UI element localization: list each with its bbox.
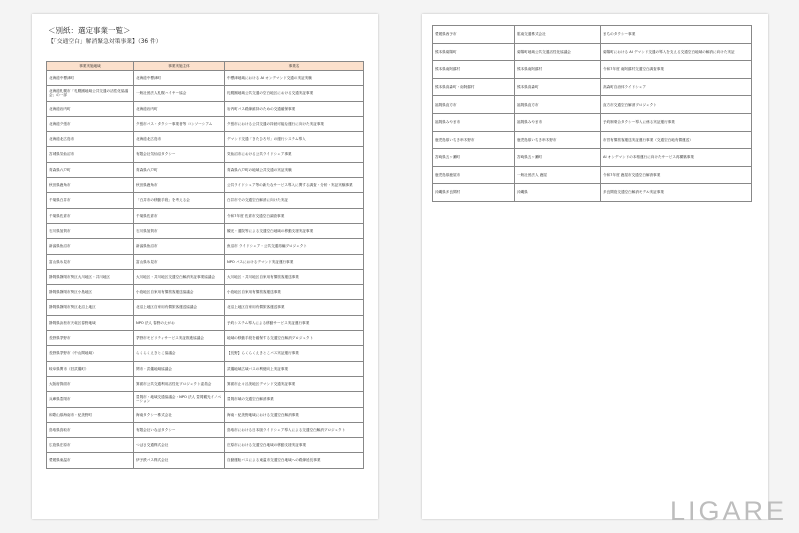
table-row: [47, 453, 364, 468]
cell-region: 宮城県気仙沼市: [47, 147, 134, 162]
cell-project-name: 予約制乗合タクシー導入に係る実証運行事業: [601, 113, 752, 131]
table-row: [47, 86, 364, 101]
cell-region: 北海道中標津町: [47, 71, 134, 86]
column-header-region: 事業実施地域: [47, 62, 134, 71]
cell-project-name: 札幌圏地域公共交通の空白地区における交通実証事業: [225, 86, 364, 101]
table-body-left: [47, 71, 364, 469]
cell-region: 熊本県菊陽町: [433, 43, 515, 61]
cell-implementer: つばさ交通株式会社: [134, 438, 225, 453]
cell-implementer: 茅野市モビリティサービス実証推進協議会: [134, 331, 225, 346]
cell-region: 和歌山県海南市・紀美野町: [47, 407, 134, 422]
document-page-left: [32, 14, 378, 519]
table-row: [47, 132, 364, 147]
cell-implementer: 北海道岩内町: [134, 101, 225, 116]
cell-implementer: 大川地区・井川地区交通空白解消実証事業協議会: [134, 269, 225, 284]
table-body-right: [433, 26, 752, 202]
cell-implementer: 熊本県高森町: [515, 78, 601, 96]
cell-region: 北海道北広島市: [47, 132, 134, 147]
cell-region: 兵庫県豊岡市: [47, 392, 134, 407]
cell-project-name: 直方市交通空白解消プロジェクト: [601, 96, 752, 114]
cell-implementer: 北沼上地区自家用有償旅客運送協議会: [134, 300, 225, 315]
cell-implementer: 一般社団法人札幌ハイヤー協会: [134, 86, 225, 101]
cell-implementer: 福岡県直方市: [515, 96, 601, 114]
cell-project-name: 令和7年度 佐倉市交通空白調査事業: [225, 208, 364, 223]
cell-region: 福岡県みやま市: [433, 113, 515, 131]
cell-implementer: 熊本県南阿蘇村: [515, 61, 601, 79]
cell-project-name: NPO バスにおけるデマンド実証運行事業: [225, 254, 364, 269]
cell-project-name: デマンド交通「きたひろ号」の運行システム導入: [225, 132, 364, 147]
cell-implementer: 秋田県鹿角市: [134, 178, 225, 193]
cell-region: 鳥取県鳥取市: [47, 422, 134, 437]
table-row: [433, 96, 752, 114]
list-subheading: 【「交通空白」解消緊急対策事業】（36 件）: [48, 39, 162, 45]
cell-project-name: 庄原市における交通空白地域の移動支援実証事業: [225, 438, 364, 453]
table-row: [47, 178, 364, 193]
cell-region: 鹿児島県いちき串木野市: [433, 131, 515, 149]
cell-region: 秋田県鹿角市: [47, 178, 134, 193]
cell-region: 宮崎県五ヶ瀬町: [433, 149, 515, 167]
table-row: [47, 116, 364, 131]
cell-project-name: 武儀地域広域バスの利便向上実証事業: [225, 361, 364, 376]
cell-project-name: 鳥取市における日本版ライドシェア導入による交通空白解消プロジェクト: [225, 422, 364, 437]
cell-project-name: 公共ライドシェア等の新たなサービス導入に関する調査・分析・実証実験事業: [225, 178, 364, 193]
table-row: [433, 166, 752, 184]
cell-implementer: 鹿児島県いちき串木野市: [515, 131, 601, 149]
cell-region: 熊本県高森町・南阿蘇村: [433, 78, 515, 96]
cell-project-name: 海南・紀美野地域における交通空白解消事業: [225, 407, 364, 422]
table-row: [47, 254, 364, 269]
cell-implementer: 小島地区自家用有償旅客運送協議会: [134, 285, 225, 300]
cell-region: 長野県茅野市（中山間地域）: [47, 346, 134, 361]
cell-implementer: 関市・武儀地域協議会: [134, 361, 225, 376]
cell-region: 熊本県南阿蘇村: [433, 61, 515, 79]
table-row: [47, 269, 364, 284]
cell-region: 静岡県静岡市葵区大川地区・井川地区: [47, 269, 134, 284]
cell-project-name: 地域の移動手段を確保する交通空白解消プロジェクト: [225, 331, 364, 346]
cell-implementer: 有限会社気仙沼タクシー: [134, 147, 225, 162]
table-row: [47, 376, 364, 391]
cell-region: 沖縄県多良間村: [433, 184, 515, 202]
cell-project-name: 自動運転バスによる東温市交通空白地域への路線延長事業: [225, 453, 364, 468]
cell-implementer: 一般社団法人 鹿屋: [515, 166, 601, 184]
cell-project-name: 多良間島交通空白解消モデル実証事業: [601, 184, 752, 202]
table-row: [433, 149, 752, 167]
cell-region: 鹿児島県鹿屋市: [433, 166, 515, 184]
table-row: [47, 147, 364, 162]
cell-implementer: 箕面市公共交通利用活性化プロジェクト委員会: [134, 376, 225, 391]
table-row: [47, 208, 364, 223]
cell-region: 愛媛県西予市: [433, 26, 515, 44]
cell-implementer: 北海道北広島市: [134, 132, 225, 147]
table-row: [47, 361, 364, 376]
document-page-right: [422, 14, 768, 519]
cell-project-name: 箕面市止々呂美地区デマンド交通実証事業: [225, 376, 364, 391]
watermark-logo: LIGARE: [669, 496, 787, 526]
column-header-project-name: 事業名: [225, 62, 364, 71]
cell-region: 千葉県白井市: [47, 193, 134, 208]
cell-project-name: 夕張市における公共交通の持続可能な運行に向けた実証事業: [225, 116, 364, 131]
cell-project-name: 予約システム導入による移動サービス実証運行事業: [225, 315, 364, 330]
cell-project-name: 令和7年度 南阿蘇村交通空白調査事業: [601, 61, 752, 79]
cell-region: 大阪府箕面市: [47, 376, 134, 391]
cell-project-name: 魚沼市 ライドシェア・公共交通再編プロジェクト: [225, 239, 364, 254]
cell-project-name: 北沼上地区自家用有償旅客運送事業: [225, 300, 364, 315]
cell-project-name: 大川地区・井川地区自家用有償旅客運送事業: [225, 269, 364, 284]
cell-implementer: 富山県氷見市: [134, 254, 225, 269]
cell-implementer: 新潟県魚沼市: [134, 239, 225, 254]
cell-project-name: 菊陽町における AI デマンド交通の導入を支える交通空白地域の解消に向けた実証: [601, 43, 752, 61]
cell-project-name: 青森県六戸町の地域公共交通の実証実験: [225, 162, 364, 177]
cell-project-name: まちのタクシー事業: [601, 26, 752, 44]
cell-region: 長野県茅野市: [47, 331, 134, 346]
table-row: [47, 438, 364, 453]
cell-implementer: 千葉県佐倉市: [134, 208, 225, 223]
table-row: [47, 101, 364, 116]
cell-implementer: 夕張市バス・タクシー事業者等 コンソーシアム: [134, 116, 225, 131]
cell-project-name: 観光・通院等による交通空白地域の移動支援実証事業: [225, 223, 364, 238]
cell-project-name: AI オンデマンドの本格運行に向けたサービス再構築事業: [601, 149, 752, 167]
cell-region: 富山県氷見市: [47, 254, 134, 269]
cell-implementer: 福岡県みやま市: [515, 113, 601, 131]
table-row: [433, 184, 752, 202]
cell-implementer: 「白井市の移動手段」を考える会: [134, 193, 225, 208]
cell-implementer: 豊岡市・地域交通協議会・NPO 法人 豊岡観光イノベーション: [134, 392, 225, 407]
table-row: [433, 61, 752, 79]
cell-project-name: 豊岡市域の交通空白解消事業: [225, 392, 364, 407]
cell-region: 福岡県直方市: [433, 96, 515, 114]
cell-project-name: 小島地区自家用有償旅客運送事業: [225, 285, 364, 300]
cell-project-name: 白井市での交通空白解消に向けた実証: [225, 193, 364, 208]
cell-region: 北海道札幌市「札幌圏地域公共交通の活性化協議会」の一部: [47, 86, 134, 101]
table-row: [47, 223, 364, 238]
cell-implementer: 青森県六戸町: [134, 162, 225, 177]
cell-region: 愛媛県東温市: [47, 453, 134, 468]
table-header-row: [47, 62, 364, 71]
table-row: [47, 300, 364, 315]
project-table-right: [432, 25, 752, 202]
table-row: [47, 422, 364, 437]
table-row: [47, 285, 364, 300]
project-table-left: [46, 61, 364, 469]
table-row: [47, 331, 364, 346]
cell-region: 岐阜県関市（旧武儀町）: [47, 361, 134, 376]
cell-implementer: 沖縄県: [515, 184, 601, 202]
cell-region: 北海道岩内町: [47, 101, 134, 116]
cell-implementer: 石川県加賀市: [134, 223, 225, 238]
cell-implementer: 宮崎県五ヶ瀬町: [515, 149, 601, 167]
cell-implementer: 海南タクシー株式会社: [134, 407, 225, 422]
cell-region: 静岡県静岡市葵区小島地区: [47, 285, 134, 300]
table-row: [433, 78, 752, 96]
column-header-implementer: 事業実施主体: [134, 62, 225, 71]
table-row: [433, 131, 752, 149]
cell-region: 千葉県佐倉市: [47, 208, 134, 223]
cell-implementer: 菊陽町地域公共交通活性化協議会: [515, 43, 601, 61]
cell-region: 広島県庄原市: [47, 438, 134, 453]
table-row: [47, 239, 364, 254]
cell-project-name: 中標津地域における AI オンデマンド交通の実証実験: [225, 71, 364, 86]
table-row: [47, 346, 364, 361]
table-row: [47, 392, 364, 407]
table-row: [47, 407, 364, 422]
cell-region: 静岡県浜松市天竜区春野地域: [47, 315, 134, 330]
cell-project-name: 令和7年度 鹿屋市交通空白解消事業: [601, 166, 752, 184]
cell-project-name: 高森町自治体ライドシェア: [601, 78, 752, 96]
cell-project-name: 市営有償旅客運送実証運行事業（交通空白地有償運送）: [601, 131, 752, 149]
cell-project-name: 岩内町バス路線維持のための交通確保事業: [225, 101, 364, 116]
cell-region: 北海道夕張市: [47, 116, 134, 131]
table-row: [47, 315, 364, 330]
list-heading: ＜別紙：選定事業一覧＞: [48, 26, 131, 35]
cell-implementer: 有限会社いなばタクシー: [134, 422, 225, 437]
table-row: [47, 71, 364, 86]
cell-region: 石川県加賀市: [47, 223, 134, 238]
cell-implementer: 北海道中標津町: [134, 71, 225, 86]
cell-region: 静岡県静岡市葵区北沼上地区: [47, 300, 134, 315]
cell-implementer: 肱南交通株式会社: [515, 26, 601, 44]
cell-implementer: NPO 法人 春野のえがお: [134, 315, 225, 330]
cell-implementer: らくらくえきとこ協議会: [134, 346, 225, 361]
table-row: [47, 193, 364, 208]
table-row: [47, 162, 364, 177]
cell-implementer: 伊予鉄バス株式会社: [134, 453, 225, 468]
table-row: [433, 26, 752, 44]
cell-project-name: 【長野】らくらくえきとこバス実証運行事業: [225, 346, 364, 361]
cell-region: 新潟県魚沼市: [47, 239, 134, 254]
table-row: [433, 43, 752, 61]
cell-region: 青森県六戸町: [47, 162, 134, 177]
table-row: [433, 113, 752, 131]
cell-project-name: 気仙沼市における公共ライドシェア事業: [225, 147, 364, 162]
